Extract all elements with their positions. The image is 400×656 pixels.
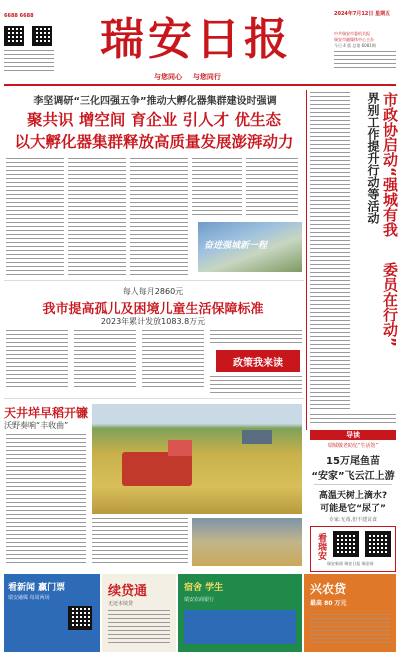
lead-body-col4	[192, 158, 242, 218]
story2-title: 我市提高孤儿及困境儿童生活保障标准	[42, 302, 264, 317]
watch-label: 看瑞安	[316, 533, 326, 560]
guide-label-box	[310, 430, 396, 440]
story2-top-rule	[4, 280, 304, 281]
story2-body-col4	[210, 330, 302, 346]
right-title-part1: 市政协启动“强城有我	[381, 92, 399, 237]
story2-body-col2	[74, 330, 136, 390]
slogan-right: 与您同行	[192, 73, 221, 81]
story2-subtitle: 2023年累计发放1083.8万元	[100, 317, 206, 326]
guide-divider	[314, 484, 392, 485]
watch-section	[310, 526, 396, 572]
watch-qr-code[interactable]	[333, 531, 359, 557]
masthead-date-block	[334, 10, 396, 71]
policy-banner-text: 政策我来读	[233, 357, 283, 369]
ad-1-qr[interactable]	[68, 606, 92, 630]
ad-2[interactable]	[102, 574, 176, 652]
story3-body	[6, 434, 86, 564]
ad-2-sub: 无还本续贷	[108, 601, 134, 607]
watch-qr-code-2[interactable]	[365, 531, 391, 557]
policy-banner[interactable]	[216, 350, 300, 372]
photo-caption: 奋进强城新一程	[204, 241, 268, 251]
lead-title-line1: 聚共识 增空间 育企业 引人才 优生态	[26, 111, 282, 129]
guide-item-2-title: 高温天树上滴水?	[318, 491, 388, 501]
policy-body	[210, 376, 302, 394]
truck-shape	[242, 430, 272, 444]
ad-3-sub: 瑞安农商银行	[184, 597, 215, 603]
right-column-title	[352, 92, 398, 412]
masthead-index-lines	[334, 51, 396, 71]
lead-title-line2: 以大孵化器集群释放高质量发展澎湃动力	[14, 133, 294, 151]
slogan-left: 与您同心	[154, 73, 182, 81]
masthead-date: 2024年7月12日	[334, 11, 374, 17]
masthead-info-text	[4, 50, 54, 74]
farmer-photo	[192, 518, 302, 566]
harvester-cabin	[168, 440, 192, 456]
ad-4-body	[310, 614, 390, 644]
lead-body-col3	[130, 158, 188, 278]
lead-body-col5	[246, 158, 298, 218]
right-body-col1	[310, 92, 350, 412]
guide-item-1-kicker: 瑞城敬老助忆“生活馆”	[327, 443, 379, 449]
ad-4-title: 兴农贷	[310, 582, 347, 596]
harvest-photo	[92, 404, 302, 514]
story3-subtitle: 沃野奏响“丰收曲”	[4, 421, 69, 430]
right-lower-body	[310, 414, 396, 426]
ad-3[interactable]	[178, 574, 302, 652]
masthead-index-b: 瑞安市融媒体中心主办	[334, 37, 374, 42]
ad-4[interactable]	[304, 574, 396, 652]
lead-kicker: 李坚调研“三化四强五争”推动大孵化器集群建设时强调	[33, 96, 277, 107]
watch-caption: 瑞安新闻 瑞安日报 瑞安网	[327, 561, 374, 566]
masthead-qr-code-right[interactable]	[32, 26, 52, 46]
ad-1-sub: 瑞安融媒 每周两场	[8, 595, 50, 601]
guide-item-2-title2: 可能是它“尿了”	[320, 504, 386, 514]
masthead-slogan	[154, 72, 221, 82]
harvester-shape	[122, 452, 192, 486]
story3-title: 天井垟早稻开镰	[4, 406, 89, 420]
ad-3-panel	[184, 610, 296, 644]
guide-item-1-title2: “安家”飞云江上游	[311, 471, 395, 482]
masthead-hotline: 6688 6688	[4, 13, 34, 19]
masthead-logo	[100, 14, 300, 66]
guide-item-2-note: 专家:无毒,但不建议食	[328, 517, 378, 523]
ad-1[interactable]	[4, 574, 100, 652]
guide-item-2[interactable]	[310, 488, 396, 523]
right-title-part3: 界别工作提升行动等活动	[366, 92, 380, 224]
masthead-logo-text: 瑞安日报	[100, 14, 292, 65]
ad-2-body	[108, 610, 170, 644]
right-title-part2: 委员在行动”	[381, 262, 399, 347]
guide-item-1[interactable]	[310, 442, 396, 482]
ad-1-title: 看新闻 赢门票	[8, 583, 66, 593]
lead-photo	[198, 222, 302, 272]
masthead-divider	[4, 84, 396, 86]
ad-2-title: 续贷通	[108, 584, 148, 599]
lead-body-col1	[6, 158, 64, 278]
guide-item-1-title: 15万尾鱼苗	[326, 456, 380, 467]
story2-body-col3	[142, 330, 204, 390]
ad-3-title: 宿舍 学生	[184, 583, 224, 593]
ad-4-sub: 最高 80 万元	[310, 600, 347, 607]
masthead-weekday: 星期五	[375, 11, 391, 17]
masthead-index-c: 今日 4 版 总第 6081期	[334, 43, 376, 48]
story3-body-col2	[92, 518, 188, 566]
masthead-index-a: 中共瑞安市委机关报	[334, 31, 370, 36]
story2-body-col1	[6, 330, 68, 390]
guide-label: 导读	[346, 431, 360, 439]
story2-kicker: 每人每月2860元	[122, 287, 184, 296]
masthead-qr-code-left[interactable]	[4, 26, 24, 46]
story3-top-rule	[4, 398, 304, 399]
lead-body-col2	[68, 158, 126, 278]
right-column-rule	[306, 90, 307, 430]
